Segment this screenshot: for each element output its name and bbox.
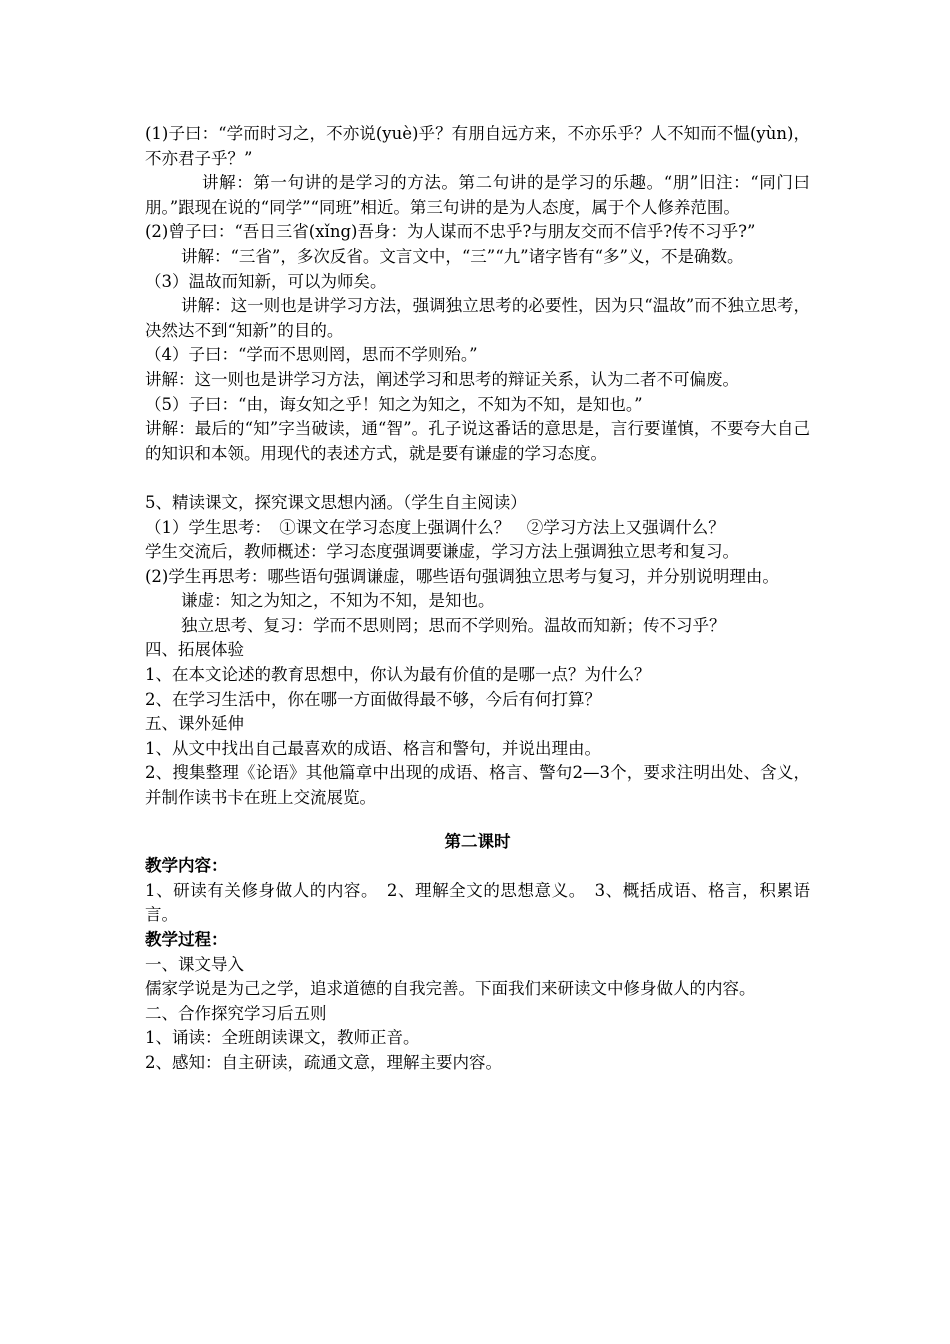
paragraph: 讲解：这一则也是讲学习方法，强调独立思考的必要性，因为只“温故”而不独立思考，决然达不到“知新”的目的。 [145, 296, 810, 340]
process-heading: 教学过程： [145, 930, 228, 949]
process-line: 儒家学说是为己之学，追求道德的自我完善。下面我们来研读文中修身做人的内容。 [145, 979, 756, 999]
paragraph: （4）子曰：“学而不思则罔，思而不学则殆。” [145, 345, 478, 365]
paragraph: 讲解：“三省”，多次反省。文言文中，“三”“九”诸字皆有“多”义，不是确数。 [181, 246, 744, 266]
content-text: 1、研读有关修身做人的内容。 2、理解全文的思想意义。 3、概括成语、格言，积累语言。 [145, 880, 810, 925]
lesson-title: 第二课时 [444, 831, 511, 851]
paragraph: 谦虚：知之为知之，不知为不知，是知也。 [181, 591, 495, 611]
process-line: 1、诵读：全班朗读课文，教师正音。 [145, 1028, 420, 1048]
paragraph: (2)曾子曰：“吾日三省(xǐng)吾身：为人谋而不忠乎?与朋友交而不信乎?传不习乎?” [145, 222, 756, 242]
spacer [145, 811, 810, 830]
paragraph: 独立思考、复习：学而不思则罔；思而不学则殆。温故而知新；传不习乎？ [181, 615, 726, 635]
paragraph: 2、搜集整理《论语》其他篇章中出现的成语、格言、警句2—3个，要求注明出处、含义，并制作读书卡在班上交流展览。 [145, 763, 810, 808]
content-heading: 教学内容： [145, 856, 228, 876]
section-heading: 四、拓展体验 [145, 640, 244, 660]
paragraph: (2)学生再思考：哪些语句强调谦虚，哪些语句强调独立思考与复习，并分别说明理由。 [145, 566, 779, 586]
paragraph: 2、在学习生活中，你在哪一方面做得最不够，今后有何打算？ [145, 689, 601, 709]
process-line: 2、感知：自主研读，疏通文意，理解主要内容。 [145, 1052, 502, 1072]
paragraph: 讲解：这一则也是讲学习方法，阐述学习和思考的辩证关系，认为二者不可偏废。 [145, 369, 739, 389]
paragraph: （5）子曰：“由，诲女知之乎！知之为知之，不知为不知，是知也。” [145, 394, 643, 414]
paragraph: 1、在本文论述的教育思想中，你认为最有价值的是哪一点？为什么？ [145, 665, 651, 685]
section-reading-list [145, 491, 810, 811]
process-line: 一、课文导入 [145, 954, 244, 974]
process-line: 二、合作探究学习后五则 [145, 1003, 327, 1023]
document-page [145, 122, 810, 1076]
section-analysis-list [145, 122, 810, 466]
paragraph: 学生交流后，教师概述：学习态度强调要谦虚，学习方法上强调独立思考和复习。 [145, 542, 739, 562]
paragraph: 讲解：最后的“知”字当破读，通“智”。孔子说这番话的意思是，言行要谨慎，不要夸大自己的知识和本领。用现代的表述方式，就是要有谦虚的学习态度。 [145, 419, 810, 463]
lesson-two-section [145, 830, 810, 1076]
paragraph: （3）温故而知新，可以为师矣。 [145, 271, 387, 291]
paragraph: 5、精读课文，探究课文思想内涵。（学生自主阅读） [145, 492, 527, 512]
paragraph: (1)子曰：“学而时习之，不亦说(yuè)乎？有朋自远方来，不亦乐乎？人不知而不愠(yùn)，不亦君子乎？” [145, 124, 810, 168]
paragraph: 讲解：第一句讲的是学习的方法。第二句讲的是学习的乐趣。“朋”旧注：“同门曰朋。”跟现在说的“同学”“同班”相近。第三句讲的是为人态度，属于个人修养范围。 [145, 173, 810, 217]
section-heading: 五、课外延伸 [145, 714, 244, 734]
spacer [145, 466, 810, 491]
paragraph: （1）学生思考： ①课文在学习态度上强调什么？ ②学习方法上又强调什么？ [145, 517, 725, 537]
paragraph: 1、从文中找出自己最喜欢的成语、格言和警句，并说出理由。 [145, 738, 601, 758]
